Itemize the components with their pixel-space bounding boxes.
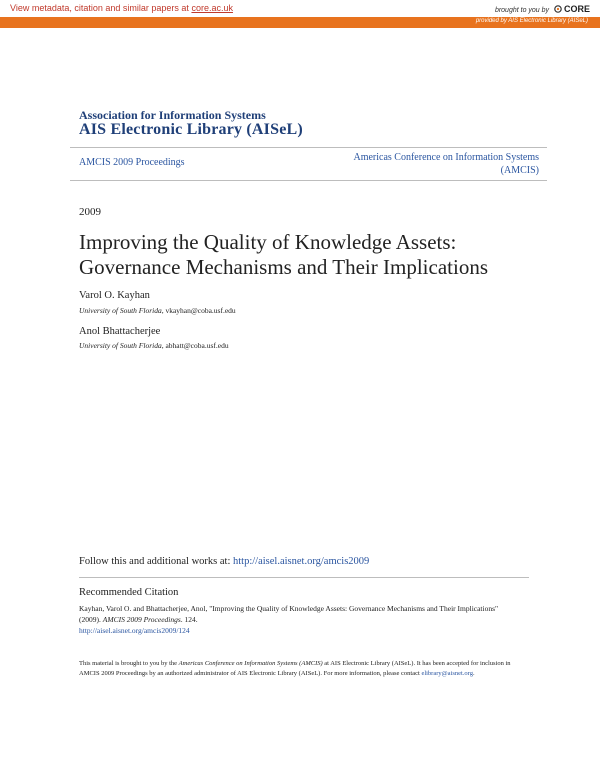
core-brought-by bbox=[495, 4, 590, 14]
follow-link[interactable]: http://aisel.aisnet.org/amcis2009 bbox=[233, 556, 370, 567]
footer-text-2: at AIS Electronic Library (AISeL). It has been accepted for inclusion in AMCIS 2009 Proceedings by an authorized administrator of AIS Electronic Library (AISeL). For more information, please contact bbox=[79, 660, 511, 677]
author-email: , vkayhan@coba.usf.edu bbox=[161, 306, 236, 315]
footer-conference: Americas Conference on Information Systems (AMCIS) bbox=[178, 660, 323, 667]
publication-year: 2009 bbox=[79, 206, 101, 218]
library-title[interactable]: AIS Electronic Library (AISeL) bbox=[79, 121, 303, 138]
core-logo-text[interactable]: CORE bbox=[563, 4, 590, 14]
author-name: Varol O. Kayhan bbox=[79, 290, 150, 301]
follow-text: Follow this and additional works at: bbox=[79, 556, 233, 567]
core-provided-bar bbox=[0, 17, 600, 28]
citation-venue: AMCIS 2009 Proceedings bbox=[102, 615, 181, 624]
core-banner bbox=[0, 0, 600, 27]
association-title[interactable]: Association for Information Systems bbox=[79, 108, 266, 122]
citation-divider bbox=[79, 577, 529, 578]
citation-end: . 124. bbox=[180, 615, 198, 624]
proceedings-link[interactable]: AMCIS 2009 Proceedings bbox=[79, 157, 185, 168]
core-metadata-notice bbox=[10, 3, 233, 13]
footer-notice bbox=[79, 659, 529, 679]
core-link[interactable]: core.ac.uk bbox=[191, 3, 233, 13]
conference-line-2: (AMCIS) bbox=[500, 165, 539, 176]
author-institution: University of South Florida bbox=[79, 341, 162, 350]
author-affiliation bbox=[79, 306, 236, 315]
header-divider-top bbox=[70, 147, 547, 148]
recommended-citation-heading: Recommended Citation bbox=[79, 587, 179, 598]
conference-line-1: Americas Conference on Information Systems bbox=[353, 152, 539, 163]
citation-text: Kayhan, Varol O. and Bhattacherjee, Anol, "Improving the Quality of Knowledge Assets: Governance Mechanisms and Their Implications" (2009). bbox=[79, 604, 499, 624]
author-institution: University of South Florida bbox=[79, 306, 162, 315]
core-logo-icon bbox=[554, 5, 562, 13]
follow-works bbox=[79, 556, 369, 567]
author-email: , abhatt@coba.usf.edu bbox=[161, 341, 229, 350]
header-divider-bottom bbox=[70, 180, 547, 181]
brought-by-text: brought to you by bbox=[494, 7, 550, 14]
conference-link[interactable] bbox=[299, 151, 539, 177]
paper-title: Improving the Quality of Knowledge Assets: Governance Mechanisms and Their Implications bbox=[79, 230, 488, 279]
author-affiliation bbox=[79, 341, 229, 350]
footer-text-1: This material is brought to you by the bbox=[79, 660, 179, 667]
footer-email-link[interactable]: elibrary@aisnet.org bbox=[421, 670, 473, 677]
recommended-citation bbox=[79, 603, 519, 636]
author-name: Anol Bhattacherjee bbox=[79, 326, 161, 337]
core-provided-text: provided by AIS Electronic Library (AISeL) bbox=[475, 18, 588, 24]
core-metadata-text: View metadata, citation and similar papers at bbox=[10, 3, 192, 13]
footer-text-3: . bbox=[472, 670, 475, 677]
citation-link[interactable]: http://aisel.aisnet.org/amcis2009/124 bbox=[79, 626, 190, 635]
